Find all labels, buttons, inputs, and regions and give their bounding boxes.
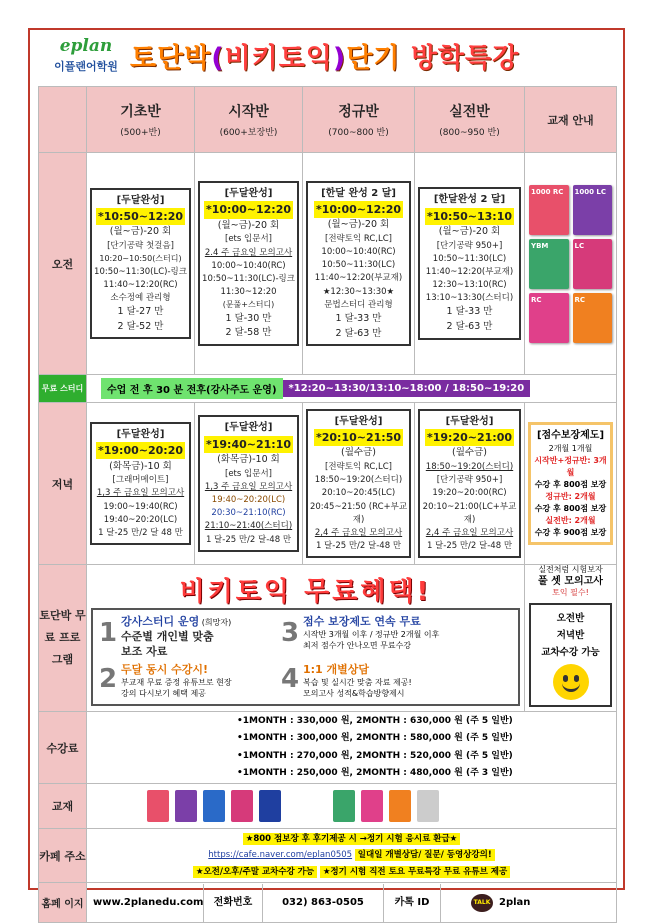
title-part: 토단박 — [130, 43, 212, 74]
row-label-books: 교재 — [39, 784, 87, 829]
cross-line: 오전반 — [556, 612, 585, 624]
benefit-banner: 비키토익 무료혜택! — [179, 576, 432, 607]
line: [단기공략 첫걸음] — [107, 240, 174, 251]
title-part: ) — [332, 43, 347, 74]
benefit-line: 복습 및 실시간 맞춤 자료 제공! — [303, 677, 412, 687]
col-title: 정규반 — [338, 104, 379, 120]
row-label-program: 토단박 무료 프로 그램 — [39, 565, 87, 712]
class-time: *10:00~12:20 — [204, 201, 293, 218]
benefit-line: 최저 점수가 안나오면 무료수강 — [303, 641, 412, 651]
title-part: 비키토익 — [224, 43, 333, 74]
price: 1 달-25 만/2 달-48 만 — [426, 541, 513, 552]
phone-number: 032) 863-0505 — [282, 897, 364, 909]
class-days: (월~금)-20 회 — [109, 226, 172, 238]
benefit-title: 강사스터디 운영 — [121, 614, 200, 628]
guarantee-title: [점수보장제도] — [536, 430, 605, 441]
benefit-line: 모의고사 성적&학습방향제시 — [303, 689, 405, 699]
col-sub: (500+반) — [120, 128, 161, 138]
book-thumb — [333, 790, 355, 822]
price: 2 달-63 만 — [446, 321, 493, 333]
class-time: *19:00~20:20 — [96, 442, 185, 459]
cross-line: 교차수강 가능 — [541, 646, 600, 658]
line: 20:30~21:10(RC) — [211, 508, 286, 519]
pm-basic — [87, 403, 195, 565]
benefit-line: 시작반 3개월 이후 / 정규반 2개월 이후 — [303, 629, 440, 639]
cafe-cell — [87, 829, 617, 883]
col-regular — [303, 87, 415, 153]
tuition-line: •1MONTH : 250,000 원, 2MONTH : 480,000 원 (주 3 일반) — [237, 767, 513, 778]
mock-line: 실전처럼 시험보자 — [538, 565, 603, 574]
line: 10:50~11:30(LC) — [321, 260, 396, 271]
kakao-id: 2plan — [499, 897, 531, 909]
box-title: [두달완성] — [116, 428, 165, 440]
pm-advanced — [415, 403, 525, 565]
tuition-line: •1MONTH : 270,000 원, 2MONTH : 520,000 원 (주 5 일반) — [237, 750, 513, 761]
title-part: 단기 — [346, 43, 401, 74]
book-thumb — [389, 790, 411, 822]
line: 20:45~21:50 (RC+부교재) — [309, 501, 408, 525]
benefit-line: 보조 자료 — [121, 645, 168, 659]
book-thumb — [231, 790, 253, 822]
price: 1 달-25 만/2 달-48 만 — [205, 534, 292, 545]
cross-enroll-box — [529, 603, 612, 707]
tuition-cell — [87, 712, 617, 784]
box-title: [두달완성] — [334, 415, 383, 427]
line: 1,3 주 금요일 모의고사 — [204, 481, 293, 492]
book-cover: YBM — [529, 239, 569, 289]
row-label-tuition: 수강료 — [39, 712, 87, 784]
benefit-line: 강의 다시보기 혜택 제공 — [121, 689, 206, 699]
title-part: 방학특강 — [410, 43, 520, 74]
mock-line: 풀 셋 모의고사 — [538, 576, 603, 588]
line: 1,3 주 금요일 모의고사 — [96, 488, 185, 499]
line: 19:00~19:40(RC) — [103, 501, 178, 512]
logo — [46, 36, 126, 74]
cafe-note: ★800 점보장 후 후기제공 시 →정기 시험 응시료 환급★ — [243, 833, 461, 845]
benefit-note: (희망자) — [201, 617, 232, 627]
box-title: [두달완성] — [224, 422, 273, 434]
am-basic — [87, 153, 195, 375]
book-thumb — [147, 790, 169, 822]
class-days: (월수금) — [452, 447, 487, 459]
box-title: [한달완성 2 달] — [433, 194, 506, 206]
line: [전략토익 RC,LC] — [325, 233, 392, 244]
am-start — [195, 153, 303, 375]
benefit-number: 4 — [281, 663, 300, 694]
website-link[interactable]: www.2planedu.com — [93, 897, 204, 909]
line: 11:40~12:20(부교재) — [314, 273, 403, 284]
corner-cell — [39, 87, 87, 153]
header — [30, 30, 623, 86]
price: 1 달-25 만/2 달-48 만 — [315, 541, 402, 552]
line: [단기공략 950+] — [436, 475, 503, 486]
class-time: *10:50~12:20 — [96, 208, 185, 225]
guarantee-line: 시작반+정규반: 3개월 — [534, 456, 607, 477]
class-days: (월~금)-20 회 — [217, 219, 280, 231]
line: 20:10~21:00(LC+부교재) — [422, 501, 517, 525]
price: 2 달-63 만 — [335, 327, 382, 339]
line: 11:30~12:20 — [220, 287, 277, 298]
am-advanced — [415, 153, 525, 375]
class-time: *19:20~21:00 — [425, 429, 514, 446]
phone-label: 전화번호 — [203, 884, 263, 922]
price: 1 달-27 만 — [117, 306, 164, 318]
smiley-icon — [553, 664, 589, 700]
benefit-number: 2 — [99, 663, 118, 694]
kakaotalk-icon: TALK — [471, 894, 493, 912]
cafe-link[interactable]: https://cafe.naver.com/eplan0505 — [208, 850, 353, 861]
guarantee-line: 2개월 1개월 — [548, 444, 593, 453]
line: 2,4 주 금요일 모의고사 — [314, 527, 403, 538]
book-thumb — [175, 790, 197, 822]
benefit-number: 1 — [99, 617, 118, 648]
line: 소수정예 관리형 — [110, 292, 171, 303]
line: 21:10~21:40(스터디) — [204, 521, 293, 532]
box-title: [두달완성] — [224, 187, 273, 199]
price: 2 달-58 만 — [225, 327, 272, 339]
benefit-title: 두달 동시 수강시! — [121, 662, 209, 676]
mock-test-ad — [525, 565, 616, 599]
book-cover: RC — [573, 293, 613, 343]
col-sub: (700~800 반) — [328, 128, 389, 138]
logo-en: eplan — [59, 36, 113, 56]
guarantee-line: 실전반: 2개월 — [545, 516, 596, 525]
class-days: (월수금) — [341, 447, 376, 459]
footer-cell — [87, 883, 617, 923]
line: 20:10~20:45(LC) — [321, 488, 396, 499]
row-label-pm: 저녁 — [39, 403, 87, 565]
line: 18:50~19:20(스터디) — [314, 475, 403, 486]
class-days: (월~금)-20 회 — [327, 219, 390, 231]
class-time: *19:40~21:10 — [204, 436, 293, 453]
pm-start — [195, 403, 303, 565]
book-thumb — [361, 790, 383, 822]
tuition-line: •1MONTH : 330,000 원, 2MONTH : 630,000 원 (주 5 일반) — [237, 716, 513, 727]
price: 1 달-33 만 — [335, 312, 382, 324]
col-basic — [87, 87, 195, 153]
schedule-table — [38, 86, 617, 923]
line: [단기공략 950+] — [436, 240, 503, 251]
price: 1 달-25 만/2 달 48 만 — [98, 527, 183, 538]
cafe-note: ★정기 시험 직전 토요 무료특강 무료 유튜브 제공 — [320, 866, 510, 878]
line: ★12:30~13:30★ — [322, 286, 395, 297]
guarantee-line: 수강 후 800점 보장 — [534, 480, 607, 489]
class-days: (화목금)-10 회 — [217, 453, 280, 465]
pm-regular — [303, 403, 415, 565]
class-time: *10:00~12:20 — [314, 201, 403, 218]
line: [ets 입문서] — [225, 468, 272, 479]
col-start — [195, 87, 303, 153]
col-sub: (800~950 반) — [439, 128, 500, 138]
title-part: ( — [211, 43, 225, 74]
line: [전략토익 RC,LC] — [325, 462, 392, 473]
book-covers — [525, 153, 617, 375]
book-thumb — [417, 790, 439, 822]
am-regular — [303, 153, 415, 375]
line: 문법스터디 관리형 — [324, 299, 393, 310]
benefit-box — [91, 608, 520, 706]
book-cover: RC — [529, 293, 569, 343]
class-days: (화목금)-10 회 — [109, 460, 172, 472]
line: [ets 입문서] — [225, 234, 272, 245]
guarantee-line: 수강 후 900점 보장 — [534, 528, 607, 537]
price: 1 달-30 만 — [225, 312, 272, 324]
study-cell — [87, 375, 617, 403]
benefit-number: 3 — [281, 617, 300, 648]
line: 10:20~10:50(스터디) — [99, 254, 182, 264]
cafe-note: ★오전/오후/주말 교차수강 가능 — [193, 866, 317, 878]
line: 10:00~10:40(RC) — [321, 247, 396, 258]
page-title — [130, 36, 519, 75]
book-cover: 1000 RC — [529, 185, 569, 235]
line: 19:20~20:00(RC) — [432, 488, 507, 499]
price: 1 달-33 만 — [446, 306, 493, 318]
line: 10:50~11:30(LC)-링크 — [94, 266, 187, 277]
line: 19:40~20:20(LC) — [211, 495, 286, 506]
kakao-label: 카톡 ID — [383, 884, 441, 922]
col-title: 기초반 — [120, 104, 161, 120]
col-sub: (600+보장반) — [219, 128, 278, 138]
box-title: [한달 완성 2 달] — [321, 187, 396, 199]
line: 2.4 주 금요일 모의고사 — [204, 247, 293, 258]
row-label-am: 오전 — [39, 153, 87, 375]
benefit-line: 부교재 무료 증정 유튜브로 현장 — [121, 677, 232, 687]
box-title: [두달완성] — [445, 415, 494, 427]
study-times: *12:20~13:30/13:10~18:00 / 18:50~19:20 — [283, 380, 531, 397]
benefit-title: 점수 보장제도 연속 무료 — [303, 614, 421, 628]
cafe-note: 일대일 개별상담/ 질문/ 동영상강의! — [355, 849, 495, 861]
logo-kr: 이플랜어학원 — [54, 60, 118, 73]
line: 18:50~19:20(스터디) — [425, 462, 514, 473]
col-advanced — [415, 87, 525, 153]
col-title: 실전반 — [449, 104, 490, 120]
program-side — [525, 565, 617, 712]
line: 10:50~11:30(LC) — [432, 253, 507, 264]
class-time: *10:50~13:10 — [425, 208, 514, 225]
line: 13:10~13:30(스터디) — [425, 293, 514, 304]
class-time: *20:10~21:50 — [314, 429, 403, 446]
col-title: 시작반 — [228, 104, 269, 120]
row-label-study: 무료 스터디 — [39, 375, 87, 403]
tuition-line: •1MONTH : 300,000 원, 2MONTH : 580,000 원 (주 5 일반) — [237, 733, 513, 744]
line: [그래머메이트] — [112, 475, 169, 486]
line: 11:40~12:20(RC) — [103, 279, 178, 290]
benefit-title: 1:1 개별상담 — [303, 662, 370, 676]
price: 2 달-52 만 — [117, 320, 164, 332]
guarantee-line: 정규반: 2개월 — [545, 492, 596, 501]
row-label-home: 홈페 이지 — [39, 883, 87, 923]
book-cover: 1000 LC — [573, 185, 613, 235]
line: 2,4 주 금요일 모의고사 — [425, 527, 514, 538]
guarantee-cell — [525, 403, 617, 565]
class-days: (월~금)-20 회 — [438, 225, 501, 237]
box-title: [두달완성] — [116, 194, 165, 206]
cross-line: 저녁반 — [556, 629, 585, 641]
book-thumb — [203, 790, 225, 822]
line: 12:30~13:10(RC) — [432, 280, 507, 291]
col-books — [525, 87, 617, 153]
guarantee-line: 수강 후 800점 보장 — [534, 504, 607, 513]
book-thumb — [259, 790, 281, 822]
flyer — [28, 28, 625, 911]
study-note: 수업 전 후 30 분 전후(강사주도 운영) — [101, 378, 283, 399]
line: 10:50~11:30(LC)-링크 — [202, 273, 295, 284]
line: 11:40~12:20(부교재) — [425, 266, 514, 277]
row-label-cafe: 카페 주소 — [39, 829, 87, 883]
books-cell — [87, 784, 617, 829]
program-cell — [87, 565, 525, 712]
line: 10:00~10:40(RC) — [211, 260, 286, 271]
col-title: 교재 안내 — [547, 113, 594, 127]
benefit-line: 수준별 개인별 맞춤 — [121, 629, 214, 643]
line: 19:40~20:20(LC) — [103, 514, 178, 525]
book-cover: LC — [573, 239, 613, 289]
mock-line: 토익 필수! — [552, 588, 589, 598]
line: (문풀+스터디) — [222, 300, 275, 310]
